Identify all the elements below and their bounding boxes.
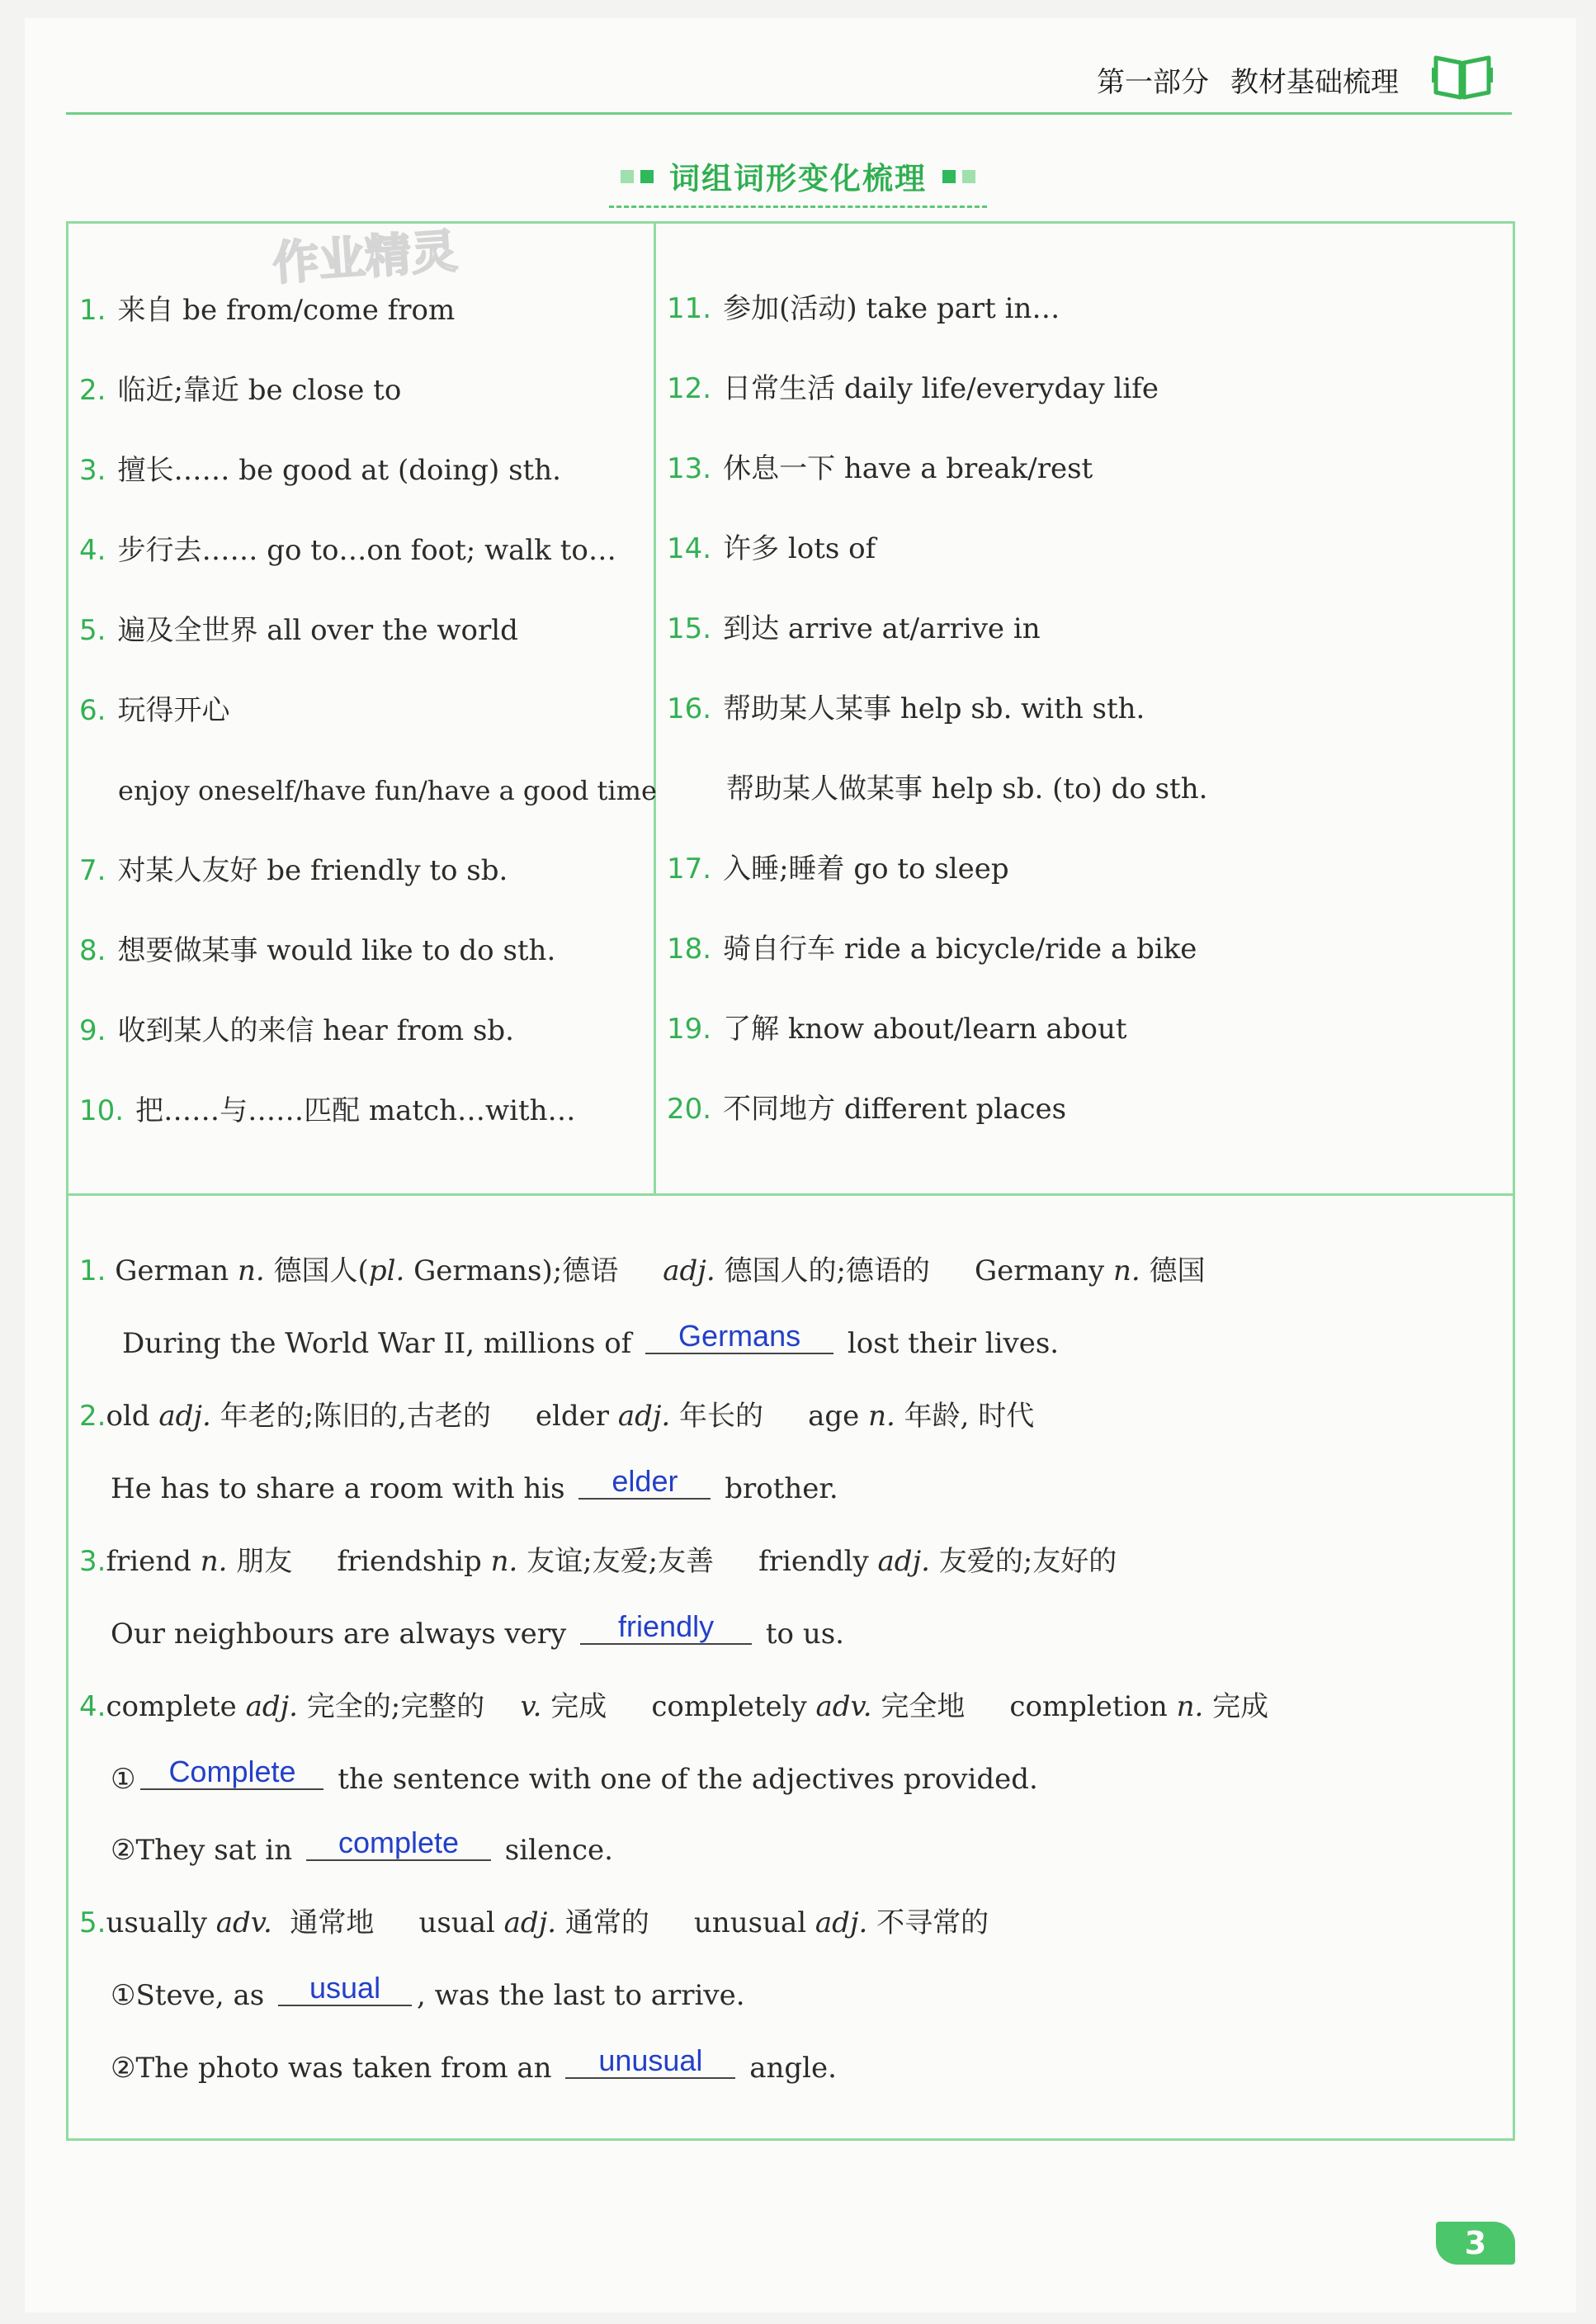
phrase-item: 18. 骑自行车 ride a bicycle/ride a bike bbox=[667, 933, 1197, 966]
header-text bbox=[1097, 59, 1399, 100]
phrase-item: 3. 擅长…… be good at (doing) sth. bbox=[79, 454, 561, 487]
word-5-c-cn: 不寻常的 bbox=[876, 1906, 989, 1939]
title-decoration-left bbox=[617, 168, 657, 184]
answer-blank[interactable]: elder bbox=[578, 1465, 711, 1500]
title-decoration-right bbox=[939, 168, 979, 184]
example-sentence: ①Steve, as usual , was the last to arrive. bbox=[111, 1971, 745, 2012]
answer-blank[interactable]: usual bbox=[278, 1972, 412, 2006]
phrase-item: 20. 不同地方 different places bbox=[667, 1093, 1067, 1126]
word-entry: 3.friend n. 朋友 friendship n. 友谊;友爱;友善 friendly adj. 友爱的;友好的 bbox=[79, 1545, 1117, 1578]
word-entry: 2.old adj. 年老的;陈旧的,古老的 elder adj. 年长的 age n. 年龄, 时代 bbox=[79, 1400, 1035, 1433]
answer-blank[interactable]: complete bbox=[306, 1826, 491, 1861]
phrase-item: 10. 把……与……匹配 match…with… bbox=[79, 1094, 576, 1127]
phrase-item: 14. 许多 lots of bbox=[667, 532, 876, 565]
word-entry: 5.usually adv. 通常地 usual adj. 通常的 unusual adj. 不寻常的 bbox=[79, 1906, 989, 1939]
word-entry: 1. German n. 德国人(pl. Germans);德语 adj. 德国人的;德语的 Germany n. 德国 bbox=[79, 1254, 1206, 1287]
phrase-item: 4. 步行去…… go to…on foot; walk to… bbox=[79, 534, 616, 567]
phrase-item: 12. 日常生活 daily life/everyday life bbox=[667, 372, 1159, 405]
phrase-column-divider bbox=[654, 221, 656, 1195]
phrase-item: 6. 玩得开心 bbox=[79, 694, 230, 727]
phrase-item: 19. 了解 know about/learn about bbox=[667, 1013, 1127, 1046]
phrase-item: 7. 对某人友好 be friendly to sb. bbox=[79, 854, 508, 887]
answer-blank[interactable]: friendly bbox=[580, 1610, 752, 1645]
example-sentence: Our neighbours are always very friendly to us. bbox=[111, 1609, 844, 1651]
header-section: 教材基础梳理 bbox=[1230, 66, 1399, 99]
open-book-icon bbox=[1431, 51, 1494, 101]
phrase-item: 9. 收到某人的来信 hear from sb. bbox=[79, 1014, 514, 1047]
phrase-item-continued: enjoy oneself/have fun/have a good time bbox=[118, 775, 657, 806]
watermark: 作业精灵 bbox=[271, 224, 460, 291]
header-divider bbox=[66, 112, 1512, 115]
phrase-item-continued: 帮助某人做某事 help sb. (to) do sth. bbox=[726, 772, 1208, 805]
section-title-text: 词组词形变化梳理 bbox=[669, 161, 927, 196]
answer-blank[interactable]: Germans bbox=[645, 1320, 833, 1354]
example-sentence: ① Complete the sentence with one of the adjectives provided. bbox=[111, 1755, 1038, 1796]
word-entry: 4.complete adj. 完全的;完整的 v. 完成 completely adv. 完全地 completion n. 完成 bbox=[79, 1690, 1269, 1723]
phrase-item: 11. 参加(活动) take part in… bbox=[667, 292, 1060, 325]
page-number: 3 bbox=[1464, 2225, 1487, 2261]
phrase-item: 17. 入睡;睡着 go to sleep bbox=[667, 853, 1009, 886]
example-sentence: He has to share a room with his elder brother. bbox=[111, 1464, 838, 1505]
example-sentence: During the World War II, millions of Germans lost their lives. bbox=[122, 1319, 1060, 1360]
phrase-item: 15. 到达 arrive at/arrive in bbox=[667, 612, 1041, 645]
phrase-item: 13. 休息一下 have a break/rest bbox=[667, 452, 1093, 485]
phrase-item: 2. 临近;靠近 be close to bbox=[79, 374, 402, 407]
page-header bbox=[66, 50, 1518, 116]
phrase-item: 16. 帮助某人某事 help sb. with sth. bbox=[667, 692, 1145, 725]
answer-blank[interactable]: Complete bbox=[140, 1755, 323, 1790]
section-title bbox=[0, 154, 1596, 208]
example-sentence: ②The photo was taken from an unusual angle. bbox=[111, 2043, 837, 2085]
answer-blank[interactable]: unusual bbox=[565, 2044, 735, 2079]
phrase-item: 5. 遍及全世界 all over the world bbox=[79, 614, 518, 647]
page-number-badge bbox=[1436, 2222, 1515, 2265]
header-part: 第一部分 bbox=[1097, 66, 1209, 99]
phrase-item: 8. 想要做某事 would like to do sth. bbox=[79, 934, 556, 967]
phrase-item: 1. 来自 be from/come from bbox=[79, 294, 456, 327]
example-sentence: ②They sat in complete silence. bbox=[111, 1826, 613, 1867]
